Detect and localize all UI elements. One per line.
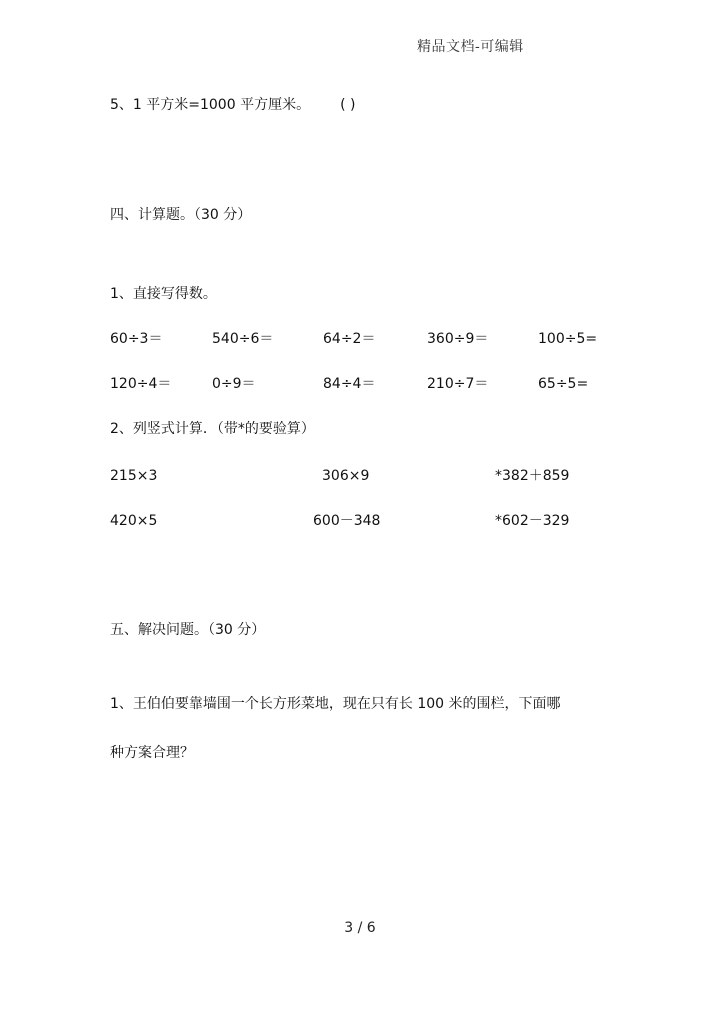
vertical-calc-problem: *602－329 — [495, 513, 570, 529]
section-4-title: 四、计算题。（30 分） — [110, 207, 252, 223]
section-5-title: 五、解决问题。（30 分） — [110, 622, 266, 638]
vertical-calc-problem: *382＋859 — [495, 468, 570, 484]
section-4-q1-title: 1、直接写得数。 — [110, 286, 217, 302]
calc-problem: 100÷5= — [538, 331, 598, 347]
calc-problem: 210÷7＝ — [427, 376, 489, 392]
calc-problem: 60÷3＝ — [110, 331, 163, 347]
calc-problem: 120÷4＝ — [110, 376, 172, 392]
calc-problem: 540÷6＝ — [212, 331, 274, 347]
page-header: 精品文档-可编辑 — [417, 39, 524, 55]
calc-problem: 64÷2＝ — [323, 331, 376, 347]
vertical-calc-problem: 215×3 — [110, 468, 158, 484]
calc-problem: 65÷5= — [538, 376, 589, 392]
judge-item-5 — [110, 95, 355, 115]
vertical-calc-problem: 420×5 — [110, 513, 158, 529]
answer-blank: ( ) — [340, 97, 356, 113]
calc-problem: 360÷9＝ — [427, 331, 489, 347]
section-5-q1-line2: 种方案合理？ — [110, 745, 194, 761]
vertical-calc-problem: 600－348 — [313, 513, 381, 529]
calc-problem: 0÷9＝ — [212, 376, 256, 392]
page-indicator: 3 / 6 — [344, 920, 376, 936]
section-4-q2-title: 2、列竖式计算．（带*的要验算） — [110, 421, 315, 437]
calc-problem: 84÷4＝ — [323, 376, 376, 392]
section-5-q1-line1: 1、王伯伯要靠墙围一个长方形菜地，现在只有长 100 米的围栏，下面哪 — [110, 696, 561, 712]
judge-item-5-text: 5、1 平方米=1000 平方厘米。 — [110, 97, 311, 113]
vertical-calc-problem: 306×9 — [322, 468, 370, 484]
